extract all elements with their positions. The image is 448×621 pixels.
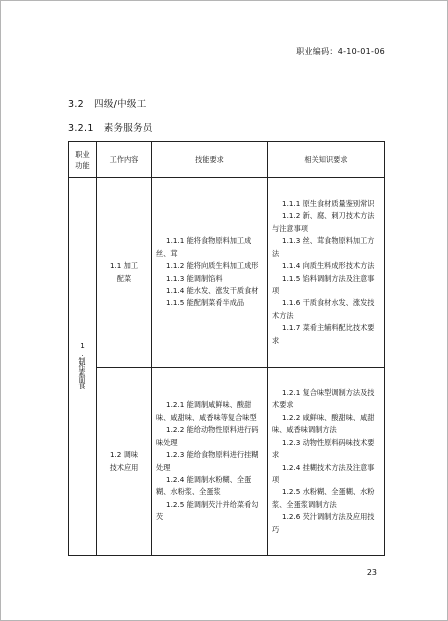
subsection-number: 3.2.1 [68,123,94,134]
knowledge-item: 1.2.3 动物性原料码味技术要求 [272,437,375,460]
skill-item: 1.1.3 能调制馅料 [166,273,223,283]
knowledge-item: 1.2.2 咸鲜味、酸甜味、咸甜味、咸香味调制方法 [272,412,375,435]
knowledge-item: 1.1.6 干质食材水发、涨发技术方法 [272,298,375,320]
subsection-heading [68,120,153,134]
skills-cell [152,368,268,556]
page-number: 23 [366,568,377,577]
skill-item: 1.2.4 能调制水粉糊、全蛋糊、水粉浆、全蛋浆 [156,474,252,497]
column-header-content: 工作内容 [97,142,152,178]
function-cell [69,178,97,556]
knowledge-item: 1.1.3 丝、茸食物原料加工方法 [272,236,375,258]
skill-item: 1.1.5 能配制菜肴半成品 [166,298,245,308]
knowledge-item: 1.1.2 新、腐、刺刀技术方法与注意事项 [272,211,375,233]
section-heading [68,96,147,110]
column-header-skills: 技能要求 [152,142,268,178]
section-title: 四级/中级工 [94,99,147,110]
table-row [69,368,385,556]
skills-cell [152,178,268,368]
knowledge-item: 1.1.7 菜肴主辅料配比技术要求 [272,323,375,345]
skill-item: 1.1.2 能将向质生料加工成形 [166,261,259,271]
knowledge-item: 1.2.6 芡汁调制方法及应用技巧 [272,512,375,534]
table-header-row [69,142,385,178]
knowledge-item: 1.1.4 向质生料成形技术方法 [282,261,375,271]
occupation-code: 职业编码：4-10-01-06 [296,47,385,56]
column-header-function: 职业 功能 [69,142,97,178]
skill-item: 1.1.1 能将食物原料加工成丝、茸 [156,236,252,258]
section-number: 3.2 [68,99,85,110]
knowledge-item: 1.2.4 挂糊技术方法及注意事项 [272,462,375,484]
skill-item: 1.2.3 能给食物原料进行挂糊处理 [156,450,259,472]
table-row [69,178,385,368]
knowledge-item: 1.2.1 复合味型调制方法及技术要求 [272,388,375,410]
skill-item: 1.2.1 能调制咸鲜味、酸甜味、咸甜味、咸香味等复合味型 [156,400,257,422]
knowledge-item: 1.1.5 馅料调制方法及注意事项 [272,273,375,295]
knowledge-item: 1.1.1 原生食材质量鉴别常识 [282,199,375,209]
column-header-knowledge: 相关知识要求 [268,142,385,178]
knowledge-cell [268,178,385,368]
skills-table [68,141,385,556]
function-label: 1.制作素面食 [78,340,87,388]
knowledge-cell [268,368,385,556]
skill-item: 1.2.2 能给动物性原料进行码味处理 [156,425,259,447]
skill-item: 1.2.5 能调制芡汁并给菜肴勾芡 [156,499,259,522]
subsection-title: 素务服务员 [103,123,153,134]
knowledge-item: 1.2.5 水粉糊、全蛋糊、水粉浆、全蛋浆调制方法 [272,487,375,509]
content-cell: 1.1 加工 配菜 [97,178,152,368]
skill-item: 1.1.4 能水发、涨发干质食材 [166,285,259,295]
content-cell: 1.2 调味 技术应用 [97,368,152,556]
